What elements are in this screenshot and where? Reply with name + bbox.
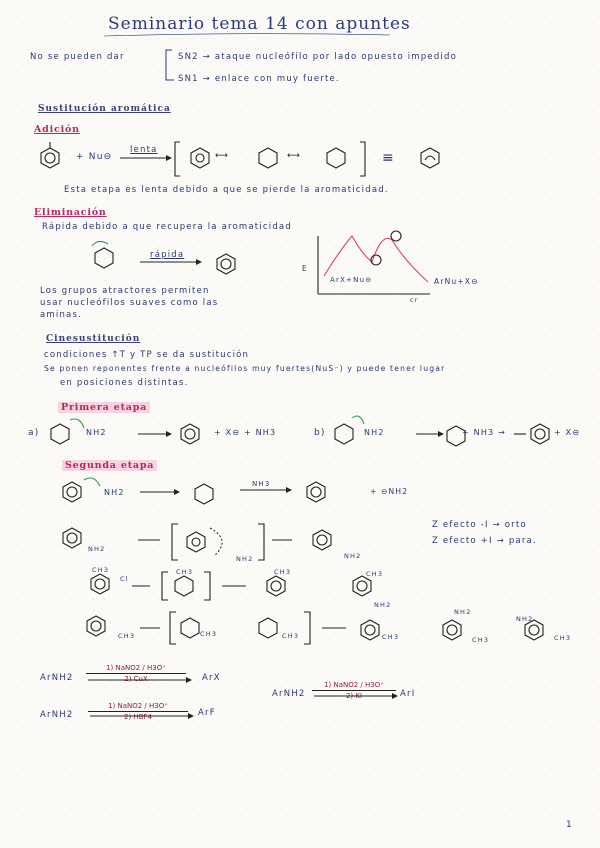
r1-end: ArX	[202, 673, 221, 683]
bracket-right	[360, 142, 365, 176]
cinesustitucion-line3: en posiciones distintas.	[60, 378, 189, 388]
segunda-reagent: NH2	[104, 488, 125, 497]
cinesustitucion-line1: condiciones ↑T y TP se da sustitución	[44, 350, 250, 360]
sigma-complex-1	[191, 148, 209, 168]
cinesustitucion-line2: Se ponen reponentes frente a nucleófilos muy fuertes(NuS⁻) y puede tener lugar	[44, 364, 446, 373]
label-nh2-c1: NH2	[374, 601, 392, 609]
sigma-complex-2	[259, 148, 277, 168]
benzyne-b	[531, 424, 549, 444]
segunda-byproduct: + ⊖NH2	[370, 487, 409, 496]
energy-axis-label: E	[302, 264, 308, 273]
energy-end-label: ArNu+X⊖	[434, 277, 479, 286]
row4-prod-b	[443, 620, 461, 640]
delocalized-complex	[421, 148, 439, 168]
label-ch3-b5: CH3	[472, 636, 490, 644]
benzene-x-start	[41, 142, 59, 168]
r3-end: ArI	[400, 689, 416, 699]
arrowhead-rapida	[196, 259, 202, 265]
arrowhead-s2	[286, 487, 292, 493]
row4-int-a	[181, 618, 199, 638]
row2-bracket-left	[172, 524, 178, 560]
row4-reactant	[87, 616, 105, 636]
r1-bottom: 2) CuX	[124, 675, 148, 683]
row4-prod-a	[361, 620, 379, 640]
row2-product	[313, 530, 331, 550]
label-b: b)	[314, 428, 326, 438]
arrowhead-b1	[438, 431, 444, 437]
row4-bracket-right	[304, 612, 310, 644]
row4-bracket-left	[170, 612, 176, 644]
label-nh2-mid: NH2	[236, 555, 254, 563]
benzyne-a	[181, 424, 199, 444]
intro-option-sn1: SN1 → enlace con muy fuerte.	[178, 74, 340, 84]
label-a: a)	[28, 428, 40, 438]
resonance-arrow-2: ⟷	[287, 151, 300, 161]
row3-benzyne	[175, 576, 193, 596]
label-ch3-3: CH3	[274, 568, 292, 576]
r2-bottom: 2) HBF4	[124, 713, 152, 721]
label-nh2-left: NH2	[88, 545, 106, 553]
row4-int-b	[259, 618, 277, 638]
r2-end: ArF	[198, 708, 216, 718]
label-ch3-b3: CH3	[282, 632, 300, 640]
carbanion-b	[447, 426, 465, 446]
r3-top: 1) NaNO2 / H3O⁺	[324, 681, 384, 689]
row4-prod-c	[525, 620, 543, 640]
arrowhead-s1	[174, 489, 180, 495]
r3-arrowhead	[392, 693, 398, 699]
heading-segunda-etapa: Segunda etapa	[62, 460, 157, 471]
r1-top: 1) NaNO2 / H3O⁺	[106, 664, 166, 672]
arrowhead-a1	[166, 431, 172, 437]
heading-primera-etapa: Primera etapa	[58, 402, 150, 413]
row2-intermediate	[187, 528, 222, 556]
intro-bracket	[166, 50, 174, 80]
page-title: Seminario tema 14 con apuntes	[108, 14, 411, 34]
groups-note-line2: usar nucleófilos suaves como las	[40, 298, 219, 308]
segunda-arrow-label: NH3	[252, 480, 271, 488]
label-ch3-b6: CH3	[554, 634, 572, 642]
eliminacion-product	[217, 254, 235, 274]
r2-top: 1) NaNO2 / H3O⁺	[108, 702, 168, 710]
r2-arrowhead	[188, 713, 194, 719]
row3-reactant	[91, 574, 109, 594]
effect-para: Z efecto +I → para.	[432, 536, 537, 546]
eliminacion-complex	[92, 241, 113, 268]
primera-reagent-a: NH2	[86, 428, 107, 437]
label-cl: Cl	[120, 575, 129, 583]
row2-benzyne	[63, 528, 81, 548]
label-nh2-right: NH2	[344, 552, 362, 560]
intro-option-sn2: SN2 → ataque nucleófilo por lado opuesto impedido	[178, 52, 457, 62]
groups-note-line1: Los grupos atractores permiten	[40, 286, 210, 296]
primera-b-reactant	[335, 416, 364, 444]
energy-reaction-axis: cr	[410, 296, 419, 304]
primera-tail: + X⊖	[554, 428, 581, 437]
title-underline	[104, 34, 390, 36]
primera-products-b: + NH3 →	[462, 428, 506, 437]
label-nh2-c2: NH2	[454, 608, 472, 616]
heading-adicion: Adición	[34, 124, 80, 135]
r3-start: ArNH2	[272, 689, 306, 699]
label-ch3-b4: CH3	[382, 633, 400, 641]
label-ch3-b1: CH3	[118, 632, 136, 640]
effect-orto: Z efecto -I → orto	[432, 520, 527, 530]
segunda-aniline	[307, 482, 325, 502]
ts-ring	[391, 231, 401, 241]
segunda-benzyne	[63, 478, 100, 502]
r1-arrowhead	[186, 677, 192, 683]
section-sustitucion-aromatica: Sustitución aromática	[38, 104, 171, 114]
bracket-left	[175, 142, 180, 176]
eliminacion-note: Rápida debido a que recupera la aromaticidad	[42, 222, 292, 232]
primera-reagent-b: NH2	[364, 428, 385, 437]
r1-start: ArNH2	[40, 673, 74, 683]
equivalence-sign: ≡	[382, 150, 395, 166]
row3-product-a	[267, 576, 285, 596]
section-cinesustitucion: Cinesustitución	[46, 334, 141, 344]
groups-note-line3: aminas.	[40, 310, 82, 320]
label-nh2-c3: NH2	[516, 615, 534, 623]
primera-products-a: + X⊖ + NH3	[214, 428, 277, 437]
row3-product-b	[353, 576, 371, 596]
adicion-note: Esta etapa es lenta debido a que se pierde la aromaticidad.	[64, 185, 389, 195]
sigma-complex-3	[327, 148, 345, 168]
r2-start: ArNH2	[40, 710, 74, 720]
page-number: 1	[566, 820, 573, 830]
r3-bottom: 2) KI	[345, 692, 363, 700]
energy-curve	[324, 236, 428, 282]
intro-lead: No se pueden dar	[30, 52, 125, 62]
heading-eliminacion: Eliminación	[34, 207, 107, 218]
arrowhead-lenta	[166, 155, 172, 161]
segunda-carbanion	[195, 484, 213, 504]
resonance-arrow-1: ⟷	[215, 151, 228, 161]
label-ch3-1: CH3	[92, 566, 110, 574]
label-ch3-b2: CH3	[200, 630, 218, 638]
label-ch3-4: CH3	[366, 570, 384, 578]
energy-start-label: ArX+Nu⊖	[330, 276, 373, 284]
primera-a-reactant	[51, 419, 84, 444]
row3-bracket-left	[162, 572, 168, 600]
label-ch3-2: CH3	[176, 568, 194, 576]
row3-bracket-right	[204, 572, 210, 600]
row2-bracket-right	[258, 524, 264, 560]
eliminacion-arrow-label: rápida	[150, 250, 185, 260]
adicion-reagent: + Nu⊖	[76, 152, 113, 162]
adicion-arrow-label: lenta	[130, 145, 158, 155]
